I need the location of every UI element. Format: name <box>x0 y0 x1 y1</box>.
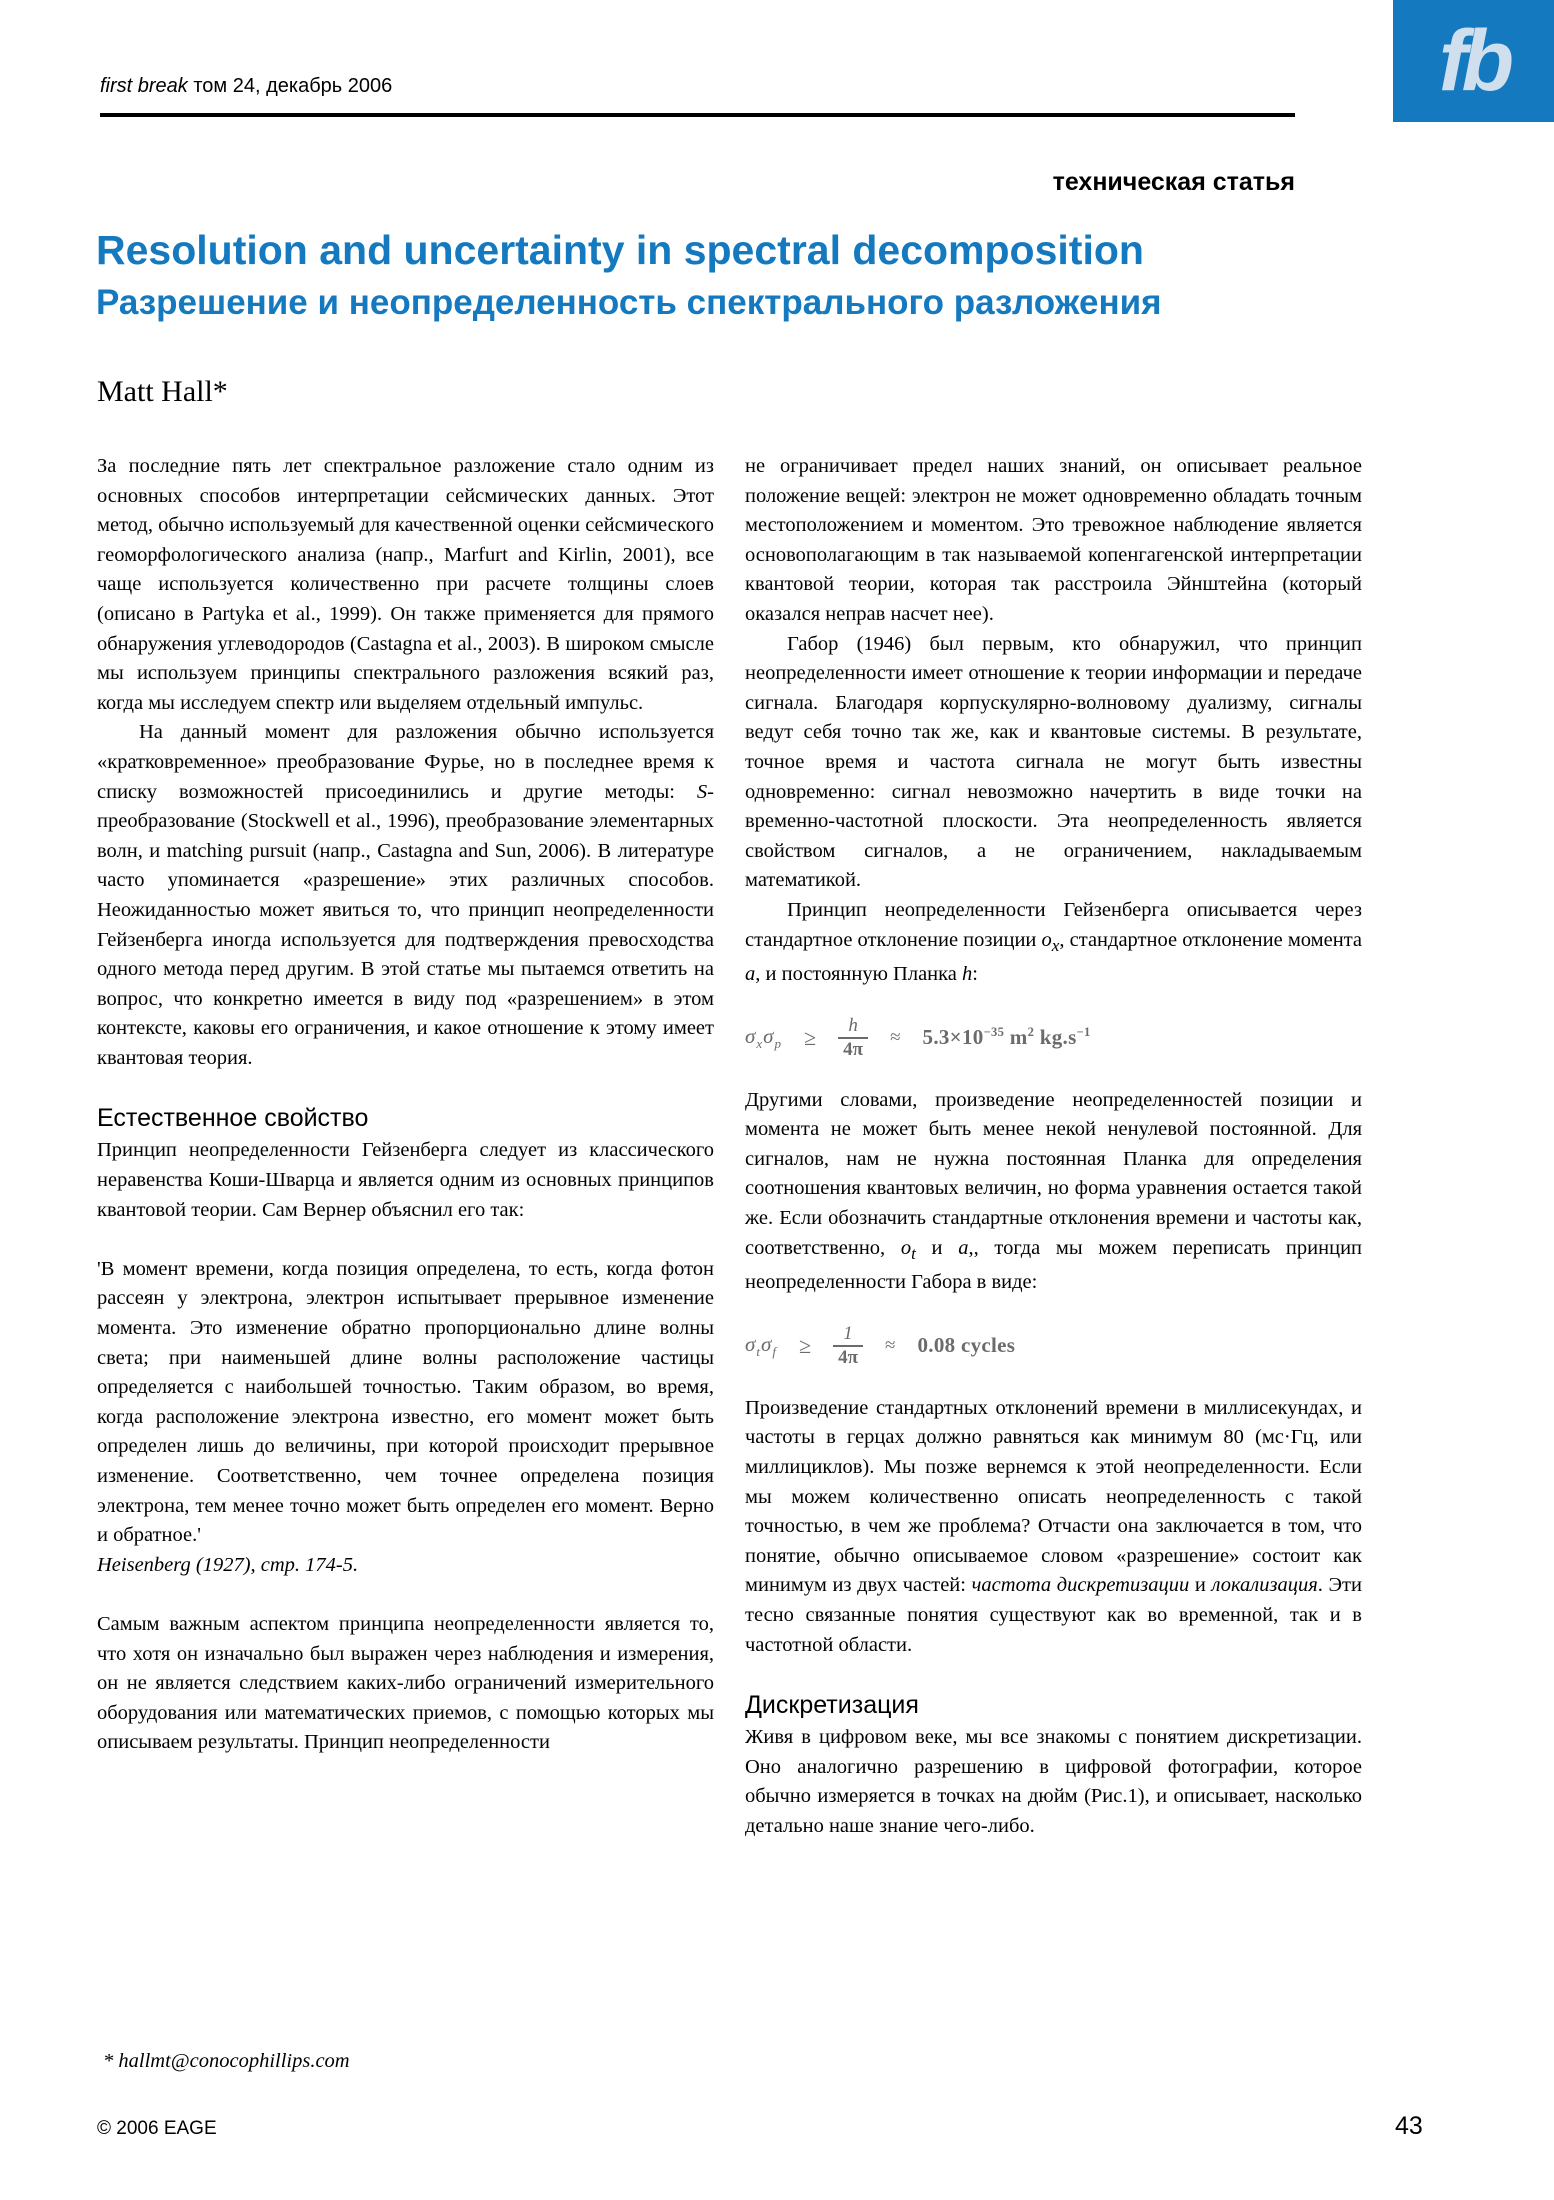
paragraph-text: Другими словами, произведение неопределенностей позиции и момента не может быть менее некой ненулевой постоянной. Для сигналов, нам не нужна постоянная Планка для определения соотношения квантовых величин, но форма уравнения остается такой же. Если обозначить стандартные отклонения времени и частоты как, соответственно, <box>745 1088 1362 1259</box>
running-head <box>100 75 392 98</box>
equation-value: 0.08 cycles <box>917 1333 1016 1358</box>
variable-letter: o <box>900 1236 912 1259</box>
value-exponent: −35 <box>983 1025 1005 1040</box>
paragraph-text: . Эти тесно связанные понятия существуют как во временной, так и в частотной области. <box>745 1574 1362 1656</box>
paragraph-text: Произведение стандартных отклонений времени в миллисекундах, и частоты в герцах должно равняться как минимум 80 (мс·Гц, или миллициклов). Мы позже вернемся к этой неопределенности. Если мы можем количественно описать неопределенность с такой точностью, в чем же проблема? Отчасти она заключается в том, что понятие, обычно описываемое словом «разрешение» состоит как минимум из двух частей: <box>745 1396 1362 1597</box>
paragraph: За последние пять лет спектральное разложение стало одним из основных способов интерпретации сейсмических данных. Этот метод, обычно используемый для качественной оценки сейсмического геоморфологического анализа (напр., Marfurt and Kirlin, 2001), все чаще используется количественно при расчете толщины слоев (описано в Partyka et al., 1999). Он также применяется для прямого обнаружения углеводородов (Castagna et al., 2003). В широком смысле мы используем принципы спектрального разложения всякий раз, когда мы исследуем спектр или выделяем отдельный импульс. <box>97 455 714 714</box>
paragraph: Живя в цифровом веке, мы все знакомы с понятием дискретизации. Оно аналогично разрешению в цифровой фотографии, которое обычно измеряется в точках на дюйм (Рис.1), и описывает, насколько детально наше знание чего-либо. <box>745 1726 1362 1837</box>
term-sampling-frequency: частота дискретизации <box>971 1574 1190 1597</box>
variable-subscript: x <box>1051 935 1060 955</box>
paragraph: Принцип неопределенности Гейзенберга следует из классического неравенства Коши-Шварца и является одним из основных принципов квантовой теории. Сам Вернер объяснил его так: <box>97 1139 714 1221</box>
paragraph: не ограничивает предел наших знаний, он описывает реальное положение вещей: электрон не может одновременно обладать точным местоположением и моментом. Это тревожное наблюдение является основополагающим в так называемой копенгагенской интерпретации квантовой теории, которая так расстроила Эйнштейна (который оказался неправ насчет нее). <box>745 455 1362 625</box>
s-transform-italic: S <box>696 780 708 803</box>
variable-h: h <box>962 963 973 986</box>
sigma-subscript: t <box>756 1343 761 1359</box>
section-heading-natural-property: Естественное свойство <box>97 1104 369 1133</box>
section-heading-discretization: Дискретизация <box>745 1691 919 1720</box>
fb-logo-icon: fb <box>1438 13 1509 109</box>
paragraph-text: Принцип неопределенности Гейзенберга описывается через стандартное отклонение позиции <box>745 898 1362 951</box>
value-mantissa: 5.3×10 <box>922 1025 984 1050</box>
paragraph-text: , стандартное отклонение момента <box>1059 928 1362 951</box>
sigma-subscript: x <box>756 1035 764 1051</box>
paragraph-text: На данный момент для разложения обычно используется «кратковременное» преобразование Фурье, но в последнее время к списку возможностей присоединились и другие методы: <box>97 721 714 803</box>
article-title-english: Resolution and uncertainty in spectral decomposition <box>96 227 1144 273</box>
sigma-subscript: p <box>774 1035 783 1051</box>
value-units-tail: kg.s <box>1034 1025 1077 1050</box>
paragraph <box>745 1086 1362 1298</box>
right-column <box>745 452 1362 1842</box>
term-localization: локализация <box>1211 1574 1318 1597</box>
variable-a: a <box>958 1236 969 1259</box>
equation-approx-sign: ≈ <box>890 1026 901 1048</box>
units-tail-exponent: −1 <box>1076 1025 1091 1040</box>
paragraph-text: и <box>1189 1574 1212 1597</box>
equation-fraction <box>838 1016 868 1060</box>
running-head-issue: том 24, декабрь 2006 <box>187 75 393 97</box>
header-rule <box>100 113 1295 117</box>
sigma-symbol: σ <box>763 1023 775 1048</box>
fraction-denominator: 4π <box>838 1346 858 1368</box>
sigma-subscript: f <box>772 1343 777 1359</box>
paragraph-text: ,, тогда мы можем переписать принцип неопределенности Габора в виде: <box>745 1236 1363 1294</box>
paragraph-text: -преобразование (Stockwell et al., 1996), преобразование элементарных волн, и matching pursuit (напр., Castagna and Sun, 2006). В литературе часто упоминается «разрешение» этих различных способов. Неожиданностью может явиться то, что принцип неопределенности Гейзенберга иногда используется для подтверждения превосходства одного метода перед другим. В этой статье мы пытаемся ответить на вопрос, что конкретно имеется в виду под «разрешением» в этом контексте, каковы его ограничения, и какое отношение к этому имеет квантовая теория. <box>97 780 714 1069</box>
variable-sigma-t <box>900 1236 916 1263</box>
variable-subscript: t <box>911 1243 916 1263</box>
equation-heisenberg <box>745 1016 1362 1060</box>
article-title-russian: Разрешение и неопределенность спектрального разложения <box>96 283 1162 322</box>
page-number: 43 <box>1395 2112 1423 2140</box>
equation-relation: ≥ <box>804 1024 817 1050</box>
fraction-denominator: 4π <box>843 1038 864 1060</box>
value-units: m <box>1004 1025 1028 1050</box>
equation-value <box>923 1025 1091 1050</box>
article-author: Matt Hall* <box>97 375 228 408</box>
quote-citation: Heisenberg (1927), стр. 174-5. <box>97 1553 359 1576</box>
equation-fraction <box>833 1324 863 1368</box>
equation-approx-sign: ≈ <box>885 1334 896 1356</box>
running-head-journal: first break <box>100 75 188 97</box>
fraction-numerator: 1 <box>843 1322 853 1344</box>
sigma-symbol: σ <box>760 1331 773 1356</box>
paragraph-text: и <box>915 1236 959 1259</box>
copyright-notice: © 2006 EAGE <box>97 2118 217 2139</box>
author-email-footnote: * hallmt@conocophillips.com <box>103 2050 350 2072</box>
journal-logo-box <box>1393 0 1554 122</box>
sigma-symbol: σ <box>745 1023 757 1048</box>
paragraph: Габор (1946) был первым, кто обнаружил, что принцип неопределенности имеет отношение к теории информации и передаче сигнала. Благодаря корпускулярно-волновому дуализму, сигналы ведут себя точно так же, как и квантовые системы. В результате, точное время и частота сигнала не могут быть известны одновременно: сигнал невозможно начертить в виде точки на временно-частотной плоскости. Эта неопределенность является свойством сигналов, а не ограничением, накладываемым математикой. <box>745 632 1362 892</box>
paragraph: Самым важным аспектом принципа неопределенности является то, что хотя он изначально был выражен через наблюдения и измерения, он не является следствием каких-либо ограничений измерительного оборудования или математических приемов, с помощью которых мы описываем результаты. Принцип неопределенности <box>97 1612 714 1754</box>
equation-relation: ≥ <box>798 1332 812 1358</box>
variable-a: a <box>745 963 756 986</box>
paragraph <box>745 1394 1362 1660</box>
equation-lhs <box>745 1332 777 1360</box>
paragraph <box>97 718 714 1073</box>
blockquote: 'В момент времени, когда позиция определена, то есть, когда фотон рассеян у электрона, электрон испытывает прерывное изменение момента. Это изменение обратно пропорционально длине волны света; при наименьшей длине волны расположение частицы определяется с наибольшей точностью. Таким образом, во время, когда расположение электрона известно, его момент может быть определен лишь до величины, при которой происходит прерывное изменение. Соответственно, чем точнее определена позиция электрона, тем менее точно может быть определен его момент. Верно и обратное.' <box>97 1257 714 1547</box>
paragraph-text: , и постоянную Планка <box>755 963 963 986</box>
equation-lhs <box>745 1024 782 1052</box>
equation-gabor <box>745 1324 1362 1368</box>
paragraph <box>745 896 1362 990</box>
sigma-symbol: σ <box>745 1331 757 1356</box>
article-kicker: техническая статья <box>1052 168 1295 196</box>
variable-letter: o <box>1041 928 1052 951</box>
units-exponent: 2 <box>1027 1025 1035 1040</box>
paragraph-text: : <box>972 963 978 986</box>
left-column <box>97 452 714 1758</box>
fraction-numerator: h <box>848 1014 858 1036</box>
variable-sigma-x <box>1041 928 1060 955</box>
